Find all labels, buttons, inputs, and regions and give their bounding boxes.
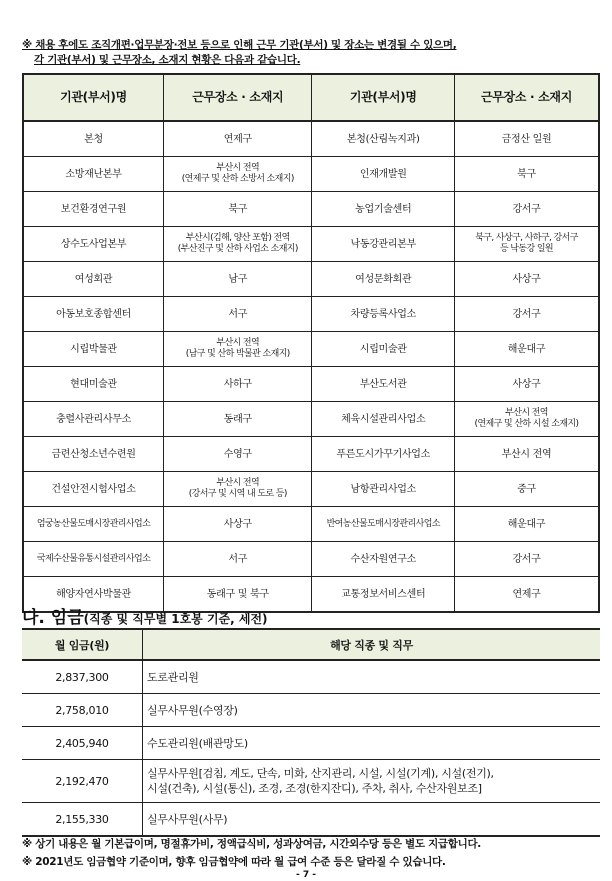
table-row — [23, 192, 599, 227]
wage-amount-cell: 2,758,010 — [22, 694, 143, 727]
table-row — [23, 332, 599, 367]
top-note-line-2: 각 기관(부서) 및 근무장소, 소재지 현황은 다음과 같습니다. — [34, 54, 301, 66]
footnote-1: ※ 상기 내용은 월 기본급이며, 명절휴가비, 정액급식비, 성과상여금, 시간외수당 등은 별도 지급합니다. — [22, 838, 481, 850]
org-cell: 인재개발원 — [312, 157, 455, 192]
org-cell: 본청(산림녹지과) — [312, 121, 455, 157]
page-number: - 7 - — [296, 870, 316, 880]
org-cell: 상수도사업본부 — [23, 227, 164, 262]
org-cell: 체육시설관리사업소 — [312, 402, 455, 437]
job-cell: 실무사무원(사무) — [143, 803, 601, 837]
location-cell: 금정산 일원 — [454, 121, 599, 157]
job-cell: 실무사무원(수영장) — [143, 694, 601, 727]
location-cell: 해운대구 — [454, 507, 599, 542]
wage-amount-cell: 2,155,330 — [22, 803, 143, 837]
location-cell: 동래구 — [164, 402, 312, 437]
table-row — [23, 262, 599, 297]
table-row — [23, 437, 599, 472]
wage-amount-cell: 2,837,300 — [22, 660, 143, 694]
top-note — [22, 38, 602, 68]
org-cell: 금련산청소년수련원 — [23, 437, 164, 472]
location-cell: 동래구 및 북구 — [164, 577, 312, 613]
location-cell: 부산시 전역 (남구 및 산하 박물관 소재지) — [164, 332, 312, 367]
wage-table-body — [22, 660, 600, 836]
workplace-table-header — [23, 74, 599, 121]
location-cell: 북구 — [454, 157, 599, 192]
location-cell: 부산시(김해, 양산 포함) 전역 (부산진구 및 산하 사업소 소재지) — [164, 227, 312, 262]
location-cell: 부산시 전역 — [454, 437, 599, 472]
location-cell: 강서구 — [454, 542, 599, 577]
location-cell: 사상구 — [454, 262, 599, 297]
org-cell: 농업기술센터 — [312, 192, 455, 227]
table-row — [23, 472, 599, 507]
org-cell: 부산도서관 — [312, 367, 455, 402]
wage-table-header — [22, 629, 600, 660]
location-cell: 연제구 — [164, 121, 312, 157]
location-cell: 중구 — [454, 472, 599, 507]
org-cell: 본청 — [23, 121, 164, 157]
org-cell: 국제수산물유통시설관리사업소 — [23, 542, 164, 577]
job-cell: 도로관리원 — [143, 660, 601, 694]
location-cell: 북구 — [164, 192, 312, 227]
location-cell: 강서구 — [454, 192, 599, 227]
table-row — [23, 542, 599, 577]
wage-amount-cell: 2,405,940 — [22, 727, 143, 760]
header-location: 근무장소 · 소재지 — [164, 74, 312, 121]
job-cell: 실무사무원[검침, 계도, 단속, 미화, 산지관리, 시설, 시설(기계), 시설(전기), 시설(건축), 시설(통신), 조경, 조경(한지잔디), 주차, 취사, 수산자원보조] — [143, 760, 601, 803]
org-cell: 낙동강관리본부 — [312, 227, 455, 262]
org-cell: 푸른도시가꾸기사업소 — [312, 437, 455, 472]
location-cell: 사상구 — [164, 507, 312, 542]
table-row — [23, 402, 599, 437]
table-row — [23, 121, 599, 157]
location-cell: 부산시 전역 (연제구 및 산하 소방서 소재지) — [164, 157, 312, 192]
location-cell: 서구 — [164, 297, 312, 332]
table-row — [23, 507, 599, 542]
job-cell: 수도관리원(배관망도) — [143, 727, 601, 760]
section-heading — [22, 603, 268, 628]
location-cell: 강서구 — [454, 297, 599, 332]
org-cell: 시립박물관 — [23, 332, 164, 367]
location-cell: 수영구 — [164, 437, 312, 472]
org-cell: 현대미술관 — [23, 367, 164, 402]
org-cell: 해양자연사박물관 — [23, 577, 164, 613]
location-cell: 남구 — [164, 262, 312, 297]
table-row — [23, 367, 599, 402]
header-location: 근무장소 · 소재지 — [454, 74, 599, 121]
wage-amount-cell: 2,192,470 — [22, 760, 143, 803]
location-cell: 연제구 — [454, 577, 599, 613]
table-row — [23, 227, 599, 262]
top-note-line-1: ※ 채용 후에도 조직개편·업무분장·전보 등으로 인해 근무 기관(부서) 및 장소는 변경될 수 있으며, — [22, 39, 457, 51]
section-title: 다. 임금 — [22, 608, 84, 628]
header-job: 해당 직종 및 직무 — [143, 629, 601, 660]
footnote-2: ※ 2021년도 임금협약 기준이며, 향후 임금협약에 따라 월 급여 수준 등은 달라질 수 있습니다. — [22, 856, 446, 868]
org-cell: 남항관리사업소 — [312, 472, 455, 507]
org-cell: 수산자원연구소 — [312, 542, 455, 577]
header-org: 기관(부서)명 — [23, 74, 164, 121]
header-wage: 월 임금(원) — [22, 629, 143, 660]
org-cell: 여성문화회관 — [312, 262, 455, 297]
wage-table — [22, 628, 600, 837]
table-row — [23, 297, 599, 332]
section-subtitle: (직종 및 직무별 1호봉 기준, 세전) — [83, 612, 268, 626]
location-cell: 해운대구 — [454, 332, 599, 367]
location-cell: 사상구 — [454, 367, 599, 402]
org-cell: 건설안전시험사업소 — [23, 472, 164, 507]
org-cell: 아동보호종합센터 — [23, 297, 164, 332]
workplace-table-body — [23, 121, 599, 612]
location-cell: 부산시 전역 (강서구 및 시역 내 도로 등) — [164, 472, 312, 507]
org-cell: 충렬사관리사무소 — [23, 402, 164, 437]
table-row — [22, 803, 600, 837]
org-cell: 보건환경연구원 — [23, 192, 164, 227]
table-row — [22, 694, 600, 727]
location-cell: 사하구 — [164, 367, 312, 402]
org-cell: 엄궁농산물도매시장관리사업소 — [23, 507, 164, 542]
org-cell: 소방재난본부 — [23, 157, 164, 192]
location-cell: 부산시 전역 (연제구 및 산하 시설 소재지) — [454, 402, 599, 437]
org-cell: 차량등록사업소 — [312, 297, 455, 332]
org-cell: 교통정보서비스센터 — [312, 577, 455, 613]
org-cell: 시립미술관 — [312, 332, 455, 367]
table-row — [23, 157, 599, 192]
table-row — [22, 727, 600, 760]
header-org: 기관(부서)명 — [312, 74, 455, 121]
location-cell: 서구 — [164, 542, 312, 577]
table-row — [22, 660, 600, 694]
org-cell: 여성회관 — [23, 262, 164, 297]
workplace-table — [22, 73, 600, 613]
location-cell: 북구, 사상구, 사하구, 강서구 등 낙동강 일원 — [454, 227, 599, 262]
org-cell: 반여농산물도매시장관리사업소 — [312, 507, 455, 542]
table-row — [22, 760, 600, 803]
